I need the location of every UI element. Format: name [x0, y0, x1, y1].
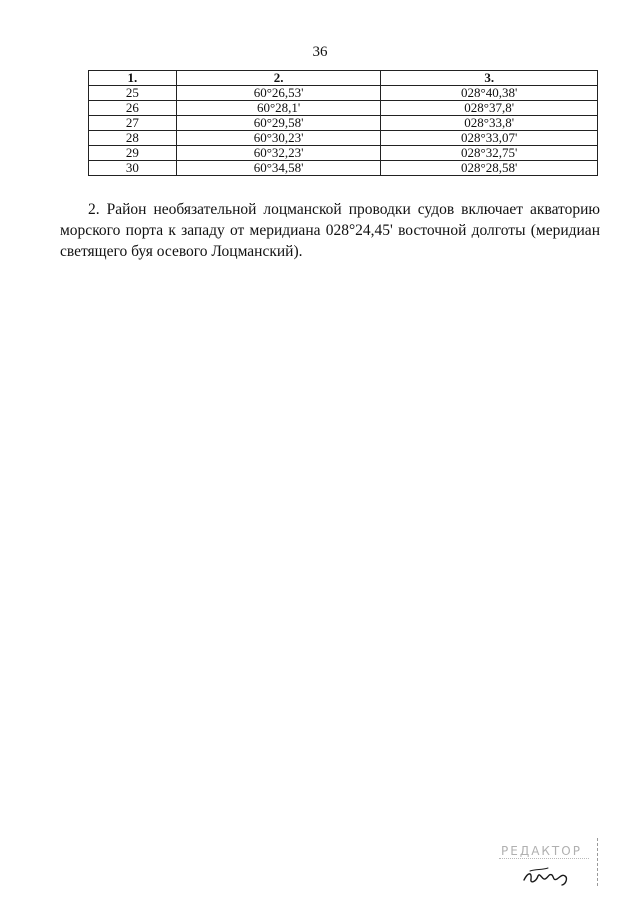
- longitude-cell: 028°33,07': [381, 131, 598, 146]
- point-number-cell: 26: [89, 101, 177, 116]
- table-row: [89, 146, 598, 161]
- longitude-cell: 028°28,58': [381, 161, 598, 176]
- table-row: [89, 131, 598, 146]
- point-number-cell: 28: [89, 131, 177, 146]
- longitude-cell: 028°32,75': [381, 146, 598, 161]
- stamp-text: РЕДАКТОР: [501, 844, 582, 858]
- point-number-cell: 27: [89, 116, 177, 131]
- table-row: [89, 161, 598, 176]
- table-row: [89, 86, 598, 101]
- point-number-cell: 25: [89, 86, 177, 101]
- coordinates-table: [88, 70, 598, 176]
- latitude-cell: 60°32,23': [176, 146, 381, 161]
- body-paragraph: 2. Район необязательной лоцманской проводки судов включает акваторию морского порта к западу от меридиана 028°24,45' восточной долготы (меридиан светящего буя осевого Лоцманский).: [60, 200, 600, 260]
- point-number-cell: 29: [89, 146, 177, 161]
- latitude-cell: 60°26,53': [176, 86, 381, 101]
- table-row: [89, 101, 598, 116]
- longitude-cell: 028°37,8': [381, 101, 598, 116]
- column-header-2: 2.: [176, 71, 381, 86]
- table-header-row: [89, 71, 598, 86]
- latitude-cell: 60°30,23': [176, 131, 381, 146]
- column-header-3: 3.: [381, 71, 598, 86]
- handwritten-signature: [522, 862, 572, 886]
- point-number-cell: 30: [89, 161, 177, 176]
- longitude-cell: 028°40,38': [381, 86, 598, 101]
- page-number: 36: [312, 44, 328, 60]
- latitude-cell: 60°34,58': [176, 161, 381, 176]
- column-header-1: 1.: [89, 71, 177, 86]
- stamp-dotted-line: [499, 858, 589, 859]
- latitude-cell: 60°29,58': [176, 116, 381, 131]
- longitude-cell: 028°33,8': [381, 116, 598, 131]
- latitude-cell: 60°28,1': [176, 101, 381, 116]
- table-row: [89, 116, 598, 131]
